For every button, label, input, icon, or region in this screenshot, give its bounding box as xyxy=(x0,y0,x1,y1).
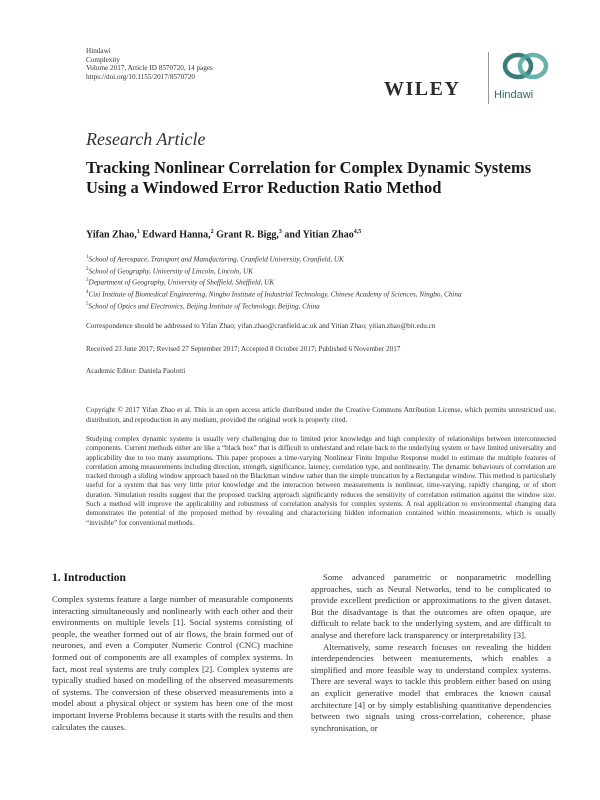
paragraph: Complex systems feature a large number of measurable components interacting simultaneously and nonlinearly with each other and their environments on multiple levels [1]. Social systems consisting of people, the weather formed out of air flows, the brain formed out of neurones, and even a Computer Numeric Control (CNC) machine formed out of components are all examples of complex systems. In fact, most real systems are truly complex [2]. Complex systems are typically studied based on modelling of the observed measurements of systems. The conversion of these observed measurements into a model about a physical object or system has been one of the most important Inverse Problems because it starts with the results and then calculates the causes. xyxy=(52,594,293,732)
author-sup: 1 xyxy=(136,229,140,235)
affiliation-item xyxy=(86,276,462,288)
paragraph: Alternatively, some research focuses on revealing the hidden interdependencies between measurements, which enables a simplified and more feasible way to understand complex systems. There are several ways to tackle this problem either based on using an explicit generative model that embraces the known causal architecture [4] or by simply establishing quantitative dependencies between two signals using cross-correlation, coherence, phase synchronisation, or xyxy=(311,641,551,733)
author-name: and Yitian Zhao xyxy=(284,229,354,241)
affiliation-text: Department of Geography, University of Sheffield, Sheffield, UK xyxy=(88,278,275,287)
affiliation-text: School of Optics and Electronics, Beijing Institute of Technology, Beijing, China xyxy=(88,302,320,311)
author-name: Edward Hanna, xyxy=(142,229,211,241)
affiliation-item xyxy=(86,253,462,265)
affiliation-text: School of Aerospace, Transport and Manufacturing, Cranfield University, Cranfield, UK xyxy=(88,255,344,264)
hindawi-logo-icon xyxy=(500,46,552,90)
copyright-notice: Copyright © 2017 Yifan Zhao et al. This is an open access article distributed under the Creative Commons Attribution License, which permits unrestricted use, distribution, and reproduction in any medium, provided the original work is properly cited. xyxy=(86,406,556,424)
abstract: Studying complex dynamic systems is usually very challenging due to limited prior knowledge and high complexity of relationships between interconnected components. Current methods either are like a “black box” that is difficult to understand and relate back to the underlying system or have limited universality and applicability due to too many assumptions. This paper proposes a time-varying Nonlinear Finite Impulse Response model to estimate the multiple features of correlation among measurements including direction, strength, significance, latency, correlation type, and nonlinearity. The dynamic behaviours of correlation are tracked through a sliding window approach based on the Blackman window rather than the simple truncation by a Rectangular window. This method is particularly useful for a system that has very little prior knowledge and the interaction between measurements is nonlinear, time-varying, rapidly changing, or of short duration. Simulation results suggest that the proposed tracking approach significantly reduces the sensitivity of correlation estimation against the window size. Such a method will improve the applicability and robustness of correlation analysis for complex systems. A real application to environmental changing data demonstrates the potential of the proposed method by revealing and characterising hidden information contained within measurements, which is usually “invisible” for conventional methods. xyxy=(86,435,556,527)
dates-line: Received 23 June 2017; Revised 27 September 2017; Accepted 8 October 2017; Published 6 November 2017 xyxy=(86,345,401,353)
affiliation-text: School of Geography, University of Lincoln, Lincoln, UK xyxy=(88,267,254,276)
academic-editor: Academic Editor: Daniela Paolotti xyxy=(86,367,186,375)
affiliation-num: 4 xyxy=(86,290,89,296)
journal-name: Complexity xyxy=(86,55,120,64)
paragraph: Some advanced parametric or nonparametric modelling approaches, such as Neural Networks, tend to be complicated to provide excellent prediction or approximations to the given dataset. But the disadvantage is that the outcomes are often opaque, are difficult to relate back to the underlying system, and are difficult to analyse and therefore lack transparency or interpretability [3]. xyxy=(311,572,551,640)
author-name: Yifan Zhao, xyxy=(86,229,137,241)
publisher-name: Hindawi xyxy=(86,47,111,55)
doi-link[interactable]: https://doi.org/10.1155/2017/8570720 xyxy=(86,72,196,81)
author-sup: 3 xyxy=(278,229,282,235)
affiliation-item xyxy=(86,300,462,312)
affiliation-num: 5 xyxy=(86,301,89,307)
affiliation-text: Cixi Institute of Biomedical Engineering, Ningbo Institute of Industrial Technology, Chinese Academy of Sciences, Ningbo, China xyxy=(88,290,462,299)
author-sup: 2 xyxy=(210,229,214,235)
body-column-right xyxy=(311,572,551,734)
affiliation-num: 2 xyxy=(86,266,89,272)
volume-line: Volume 2017, Article ID 8570720, 14 pages xyxy=(86,64,213,73)
affiliation-item xyxy=(86,288,462,300)
section-heading: 1. Introduction xyxy=(52,572,126,584)
correspondence-line: Correspondence should be addressed to Yifan Zhao; yifan.zhao@cranfield.ac.uk and Yitian Zhao; yitian.zhao@bit.edu.cn xyxy=(86,322,436,330)
author-sup: 4,5 xyxy=(353,229,362,235)
logo-divider xyxy=(488,52,489,104)
journal-meta xyxy=(86,47,213,81)
affiliation-list xyxy=(86,253,462,311)
hindawi-wordmark: Hindawi xyxy=(494,89,534,101)
affiliation-item xyxy=(86,265,462,277)
title-line-2: Using a Windowed Error Reduction Ratio Method xyxy=(86,178,442,197)
article-type: Research Article xyxy=(86,129,206,149)
author-list xyxy=(86,229,361,240)
title-line-1: Tracking Nonlinear Correlation for Complex Dynamic Systems xyxy=(86,158,532,177)
body-column-left xyxy=(52,594,293,733)
wiley-logo: WILEY xyxy=(384,78,461,100)
author-name: Grant R. Bigg, xyxy=(216,229,279,241)
affiliation-num: 1 xyxy=(86,255,89,260)
article-title xyxy=(86,158,556,198)
affiliation-num: 3 xyxy=(86,278,89,284)
